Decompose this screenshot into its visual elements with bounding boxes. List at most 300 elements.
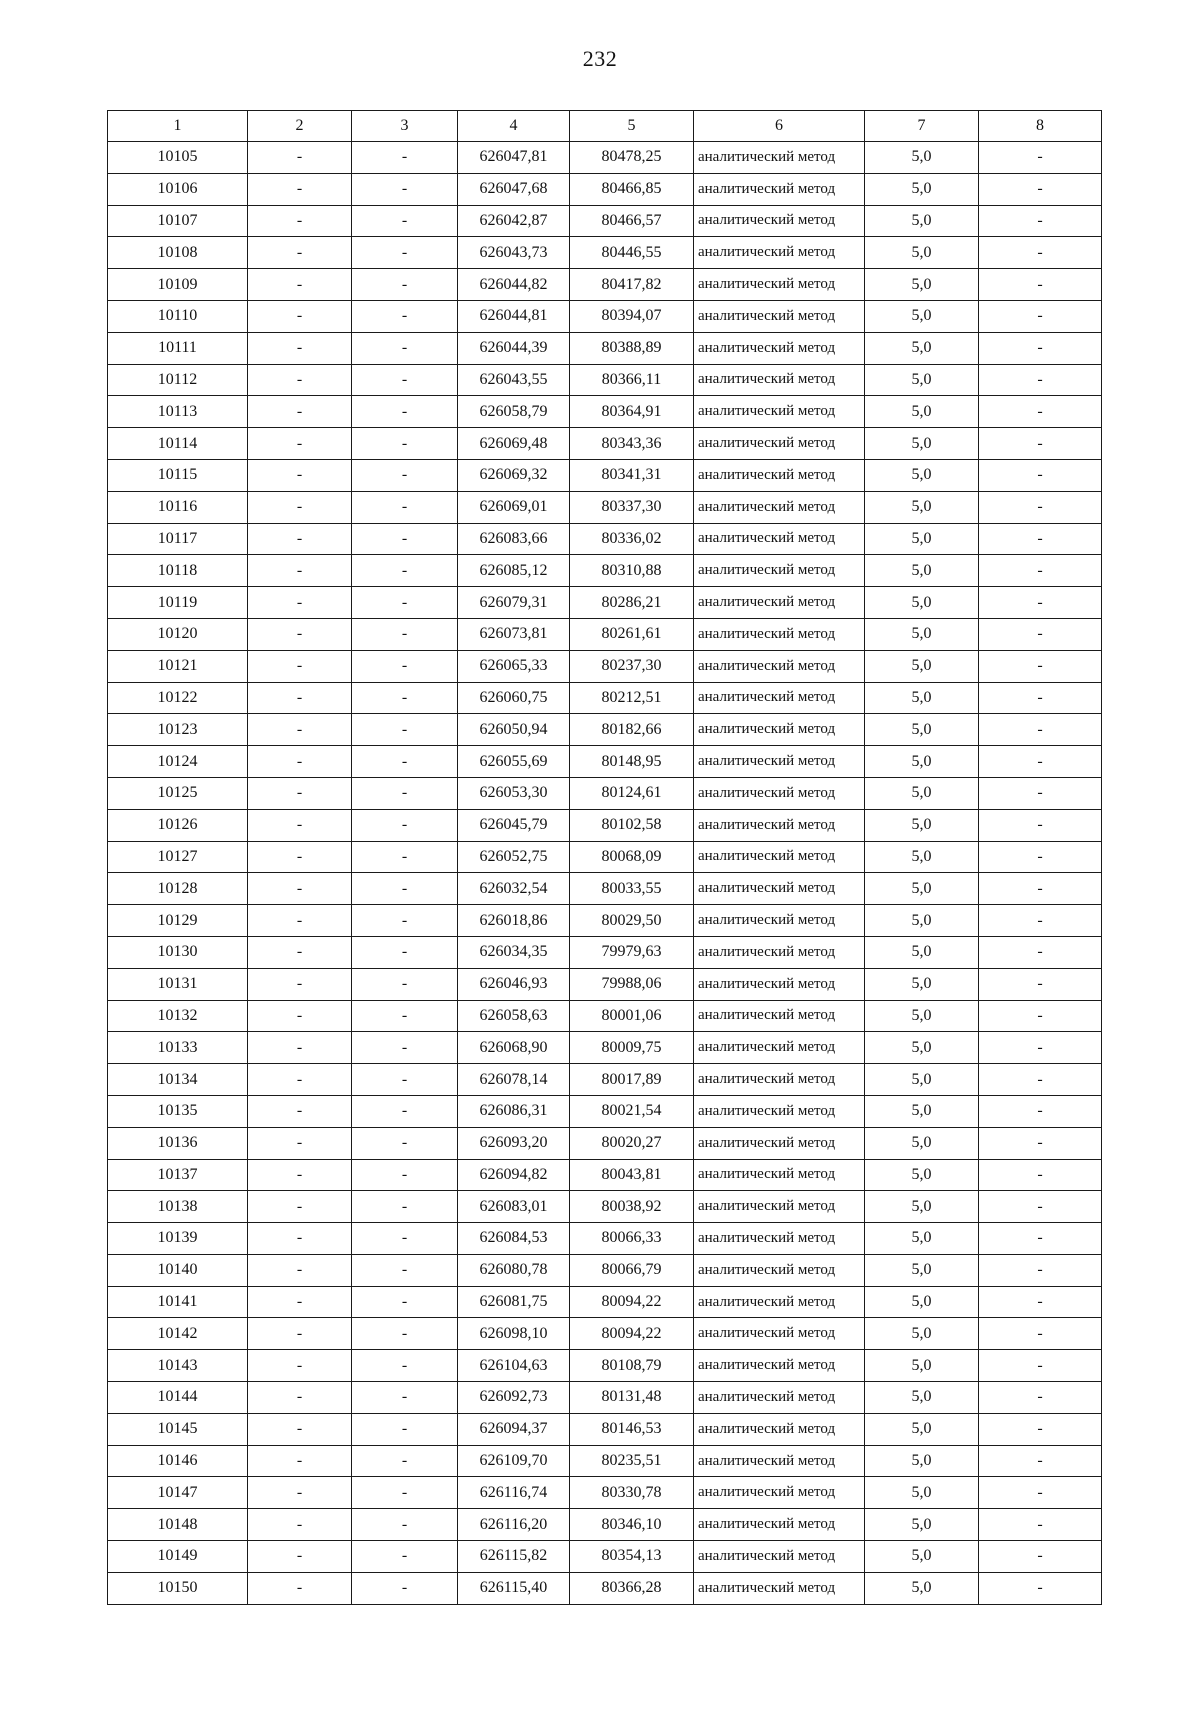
column-header: 1 [108,111,248,142]
accuracy-cell: 5,0 [865,205,979,237]
coordinate-x-cell: 626083,01 [458,1191,570,1223]
point-number-cell: 10123 [108,714,248,746]
point-number-cell: 10141 [108,1286,248,1318]
col-8-value-cell: - [979,650,1102,682]
point-number-cell: 10142 [108,1318,248,1350]
point-number-cell: 10115 [108,459,248,491]
table-row [108,1064,1102,1096]
col-2-value-cell: - [248,650,352,682]
point-number-cell: 10148 [108,1509,248,1541]
col-2-value-cell: - [248,968,352,1000]
accuracy-cell: 5,0 [865,1318,979,1350]
accuracy-cell: 5,0 [865,682,979,714]
point-number-cell: 10124 [108,746,248,778]
coordinate-y-cell: 80336,02 [570,523,694,555]
col-8-value-cell: - [979,555,1102,587]
col-2-value-cell: - [248,682,352,714]
point-number-cell: 10135 [108,1095,248,1127]
coordinate-y-cell: 80330,78 [570,1477,694,1509]
coordinate-y-cell: 80286,21 [570,587,694,619]
coordinate-y-cell: 80001,06 [570,1000,694,1032]
col-2-value-cell: - [248,746,352,778]
coordinate-x-cell: 626094,37 [458,1413,570,1445]
table-row [108,1350,1102,1382]
coordinate-x-cell: 626058,79 [458,396,570,428]
accuracy-cell: 5,0 [865,1572,979,1604]
table-row [108,841,1102,873]
coordinate-y-cell: 80343,36 [570,428,694,460]
coordinate-y-cell: 80346,10 [570,1509,694,1541]
coordinate-x-cell: 626085,12 [458,555,570,587]
col-3-value-cell: - [352,1095,458,1127]
col-2-value-cell: - [248,1095,352,1127]
col-3-value-cell: - [352,173,458,205]
col-3-value-cell: - [352,1318,458,1350]
coordinate-y-cell: 80094,22 [570,1286,694,1318]
coordinate-y-cell: 80131,48 [570,1382,694,1414]
table-row [108,142,1102,174]
coordinates-table [107,110,1102,1605]
coordinate-y-cell: 80146,53 [570,1413,694,1445]
coordinate-x-cell: 626034,35 [458,936,570,968]
method-cell: аналитический метод [694,1127,865,1159]
col-2-value-cell: - [248,428,352,460]
coordinate-x-cell: 626069,48 [458,428,570,460]
table-row [108,396,1102,428]
column-header: 5 [570,111,694,142]
coordinate-y-cell: 80043,81 [570,1159,694,1191]
table-row [108,1318,1102,1350]
col-8-value-cell: - [979,714,1102,746]
col-2-value-cell: - [248,269,352,301]
col-3-value-cell: - [352,269,458,301]
col-3-value-cell: - [352,1413,458,1445]
method-cell: аналитический метод [694,1000,865,1032]
method-cell: аналитический метод [694,1064,865,1096]
col-8-value-cell: - [979,491,1102,523]
coordinate-x-cell: 626092,73 [458,1382,570,1414]
col-2-value-cell: - [248,1477,352,1509]
point-number-cell: 10131 [108,968,248,1000]
table-row [108,1159,1102,1191]
method-cell: аналитический метод [694,905,865,937]
coordinate-x-cell: 626098,10 [458,1318,570,1350]
accuracy-cell: 5,0 [865,714,979,746]
coordinate-x-cell: 626069,32 [458,459,570,491]
col-3-value-cell: - [352,1000,458,1032]
column-header: 7 [865,111,979,142]
col-8-value-cell: - [979,205,1102,237]
col-3-value-cell: - [352,1350,458,1382]
col-2-value-cell: - [248,332,352,364]
col-2-value-cell: - [248,1413,352,1445]
col-2-value-cell: - [248,1382,352,1414]
col-2-value-cell: - [248,1509,352,1541]
point-number-cell: 10107 [108,205,248,237]
point-number-cell: 10138 [108,1191,248,1223]
accuracy-cell: 5,0 [865,1477,979,1509]
table-row [108,1191,1102,1223]
point-number-cell: 10119 [108,587,248,619]
col-3-value-cell: - [352,618,458,650]
col-3-value-cell: - [352,587,458,619]
coordinate-y-cell: 80020,27 [570,1127,694,1159]
table-row [108,936,1102,968]
col-8-value-cell: - [979,269,1102,301]
col-8-value-cell: - [979,905,1102,937]
method-cell: аналитический метод [694,555,865,587]
accuracy-cell: 5,0 [865,1032,979,1064]
method-cell: аналитический метод [694,1382,865,1414]
point-number-cell: 10105 [108,142,248,174]
accuracy-cell: 5,0 [865,300,979,332]
coordinate-y-cell: 80066,33 [570,1223,694,1255]
accuracy-cell: 5,0 [865,650,979,682]
col-2-value-cell: - [248,1191,352,1223]
method-cell: аналитический метод [694,1191,865,1223]
table-row [108,300,1102,332]
point-number-cell: 10109 [108,269,248,301]
col-8-value-cell: - [979,1572,1102,1604]
col-2-value-cell: - [248,1159,352,1191]
accuracy-cell: 5,0 [865,1095,979,1127]
method-cell: аналитический метод [694,682,865,714]
method-cell: аналитический метод [694,1350,865,1382]
point-number-cell: 10126 [108,809,248,841]
col-8-value-cell: - [979,682,1102,714]
coordinate-y-cell: 80466,57 [570,205,694,237]
point-number-cell: 10132 [108,1000,248,1032]
coordinate-x-cell: 626044,81 [458,300,570,332]
point-number-cell: 10117 [108,523,248,555]
method-cell: аналитический метод [694,714,865,746]
coordinate-x-cell: 626109,70 [458,1445,570,1477]
col-3-value-cell: - [352,205,458,237]
coordinate-y-cell: 80124,61 [570,777,694,809]
col-8-value-cell: - [979,1413,1102,1445]
col-2-value-cell: - [248,1572,352,1604]
table-row [108,491,1102,523]
column-header: 2 [248,111,352,142]
col-3-value-cell: - [352,459,458,491]
col-3-value-cell: - [352,682,458,714]
table-row [108,1413,1102,1445]
col-2-value-cell: - [248,587,352,619]
table-row [108,523,1102,555]
coordinate-y-cell: 80029,50 [570,905,694,937]
table-row [108,1509,1102,1541]
coordinate-y-cell: 80009,75 [570,1032,694,1064]
accuracy-cell: 5,0 [865,491,979,523]
accuracy-cell: 5,0 [865,523,979,555]
method-cell: аналитический метод [694,142,865,174]
col-3-value-cell: - [352,491,458,523]
col-3-value-cell: - [352,777,458,809]
coordinate-x-cell: 626073,81 [458,618,570,650]
col-3-value-cell: - [352,555,458,587]
coordinate-y-cell: 80212,51 [570,682,694,714]
coordinate-y-cell: 80478,25 [570,142,694,174]
coordinate-y-cell: 80033,55 [570,873,694,905]
col-3-value-cell: - [352,1159,458,1191]
coordinate-x-cell: 626079,31 [458,587,570,619]
col-2-value-cell: - [248,1286,352,1318]
col-3-value-cell: - [352,1445,458,1477]
coordinate-x-cell: 626115,82 [458,1541,570,1573]
table-row [108,1000,1102,1032]
col-2-value-cell: - [248,1127,352,1159]
accuracy-cell: 5,0 [865,905,979,937]
point-number-cell: 10136 [108,1127,248,1159]
point-number-cell: 10114 [108,428,248,460]
coordinate-y-cell: 80108,79 [570,1350,694,1382]
method-cell: аналитический метод [694,237,865,269]
col-3-value-cell: - [352,809,458,841]
method-cell: аналитический метод [694,1032,865,1064]
coordinate-y-cell: 80235,51 [570,1445,694,1477]
coordinate-x-cell: 626044,82 [458,269,570,301]
col-2-value-cell: - [248,142,352,174]
table-row [108,777,1102,809]
col-8-value-cell: - [979,873,1102,905]
table-row [108,714,1102,746]
col-3-value-cell: - [352,1477,458,1509]
method-cell: аналитический метод [694,873,865,905]
coordinate-y-cell: 80237,30 [570,650,694,682]
accuracy-cell: 5,0 [865,173,979,205]
table-row [108,1095,1102,1127]
method-cell: аналитический метод [694,1541,865,1573]
table-row [108,968,1102,1000]
table-row [108,1541,1102,1573]
method-cell: аналитический метод [694,1413,865,1445]
method-cell: аналитический метод [694,428,865,460]
accuracy-cell: 5,0 [865,237,979,269]
coordinate-x-cell: 626043,55 [458,364,570,396]
col-8-value-cell: - [979,1191,1102,1223]
col-2-value-cell: - [248,459,352,491]
col-3-value-cell: - [352,1032,458,1064]
table-row [108,1127,1102,1159]
col-8-value-cell: - [979,1223,1102,1255]
col-3-value-cell: - [352,1509,458,1541]
table-row [108,1477,1102,1509]
table-row [108,650,1102,682]
coordinate-x-cell: 626043,73 [458,237,570,269]
col-8-value-cell: - [979,1445,1102,1477]
method-cell: аналитический метод [694,1572,865,1604]
coordinate-x-cell: 626046,93 [458,968,570,1000]
accuracy-cell: 5,0 [865,1382,979,1414]
col-3-value-cell: - [352,1127,458,1159]
col-2-value-cell: - [248,905,352,937]
col-8-value-cell: - [979,332,1102,364]
method-cell: аналитический метод [694,809,865,841]
coordinate-y-cell: 80366,11 [570,364,694,396]
accuracy-cell: 5,0 [865,1509,979,1541]
table-row [108,1572,1102,1604]
coordinate-x-cell: 626032,54 [458,873,570,905]
coordinate-x-cell: 626058,63 [458,1000,570,1032]
coordinate-y-cell: 80388,89 [570,332,694,364]
col-8-value-cell: - [979,746,1102,778]
coordinate-x-cell: 626086,31 [458,1095,570,1127]
coordinate-y-cell: 79988,06 [570,968,694,1000]
col-3-value-cell: - [352,428,458,460]
col-2-value-cell: - [248,618,352,650]
point-number-cell: 10122 [108,682,248,714]
col-8-value-cell: - [979,1318,1102,1350]
method-cell: аналитический метод [694,650,865,682]
accuracy-cell: 5,0 [865,1541,979,1573]
col-8-value-cell: - [979,587,1102,619]
method-cell: аналитический метод [694,205,865,237]
coordinate-y-cell: 80102,58 [570,809,694,841]
column-header: 3 [352,111,458,142]
table-row [108,205,1102,237]
coordinate-y-cell: 80038,92 [570,1191,694,1223]
point-number-cell: 10130 [108,936,248,968]
accuracy-cell: 5,0 [865,555,979,587]
col-2-value-cell: - [248,1032,352,1064]
point-number-cell: 10147 [108,1477,248,1509]
point-number-cell: 10121 [108,650,248,682]
coordinate-x-cell: 626116,20 [458,1509,570,1541]
col-2-value-cell: - [248,873,352,905]
table-row [108,459,1102,491]
coordinate-x-cell: 626083,66 [458,523,570,555]
point-number-cell: 10128 [108,873,248,905]
col-3-value-cell: - [352,1191,458,1223]
col-8-value-cell: - [979,1127,1102,1159]
col-3-value-cell: - [352,714,458,746]
col-2-value-cell: - [248,1064,352,1096]
table-row [108,809,1102,841]
col-3-value-cell: - [352,1254,458,1286]
col-3-value-cell: - [352,873,458,905]
accuracy-cell: 5,0 [865,873,979,905]
col-2-value-cell: - [248,1541,352,1573]
col-8-value-cell: - [979,1477,1102,1509]
col-3-value-cell: - [352,1382,458,1414]
accuracy-cell: 5,0 [865,968,979,1000]
method-cell: аналитический метод [694,523,865,555]
coordinate-x-cell: 626052,75 [458,841,570,873]
method-cell: аналитический метод [694,1286,865,1318]
coordinate-y-cell: 80446,55 [570,237,694,269]
coordinate-x-cell: 626047,81 [458,142,570,174]
col-8-value-cell: - [979,936,1102,968]
coordinate-y-cell: 80466,85 [570,173,694,205]
col-8-value-cell: - [979,1382,1102,1414]
col-8-value-cell: - [979,237,1102,269]
table-row [108,746,1102,778]
col-8-value-cell: - [979,777,1102,809]
col-3-value-cell: - [352,523,458,555]
accuracy-cell: 5,0 [865,1413,979,1445]
table-row [108,1445,1102,1477]
col-3-value-cell: - [352,1223,458,1255]
coordinate-y-cell: 80094,22 [570,1318,694,1350]
page-number: 232 [582,46,618,71]
column-header: 8 [979,111,1102,142]
col-2-value-cell: - [248,809,352,841]
col-8-value-cell: - [979,841,1102,873]
col-3-value-cell: - [352,905,458,937]
col-2-value-cell: - [248,1223,352,1255]
col-8-value-cell: - [979,173,1102,205]
accuracy-cell: 5,0 [865,1191,979,1223]
table-row [108,682,1102,714]
coordinate-y-cell: 80261,61 [570,618,694,650]
col-3-value-cell: - [352,300,458,332]
method-cell: аналитический метод [694,173,865,205]
method-cell: аналитический метод [694,777,865,809]
coordinate-y-cell: 80021,54 [570,1095,694,1127]
coordinate-y-cell: 80354,13 [570,1541,694,1573]
method-cell: аналитический метод [694,300,865,332]
accuracy-cell: 5,0 [865,459,979,491]
col-3-value-cell: - [352,364,458,396]
col-8-value-cell: - [979,1095,1102,1127]
table-row [108,873,1102,905]
point-number-cell: 10145 [108,1413,248,1445]
table-row [108,587,1102,619]
col-2-value-cell: - [248,1254,352,1286]
point-number-cell: 10111 [108,332,248,364]
table-row [108,905,1102,937]
method-cell: аналитический метод [694,1159,865,1191]
col-2-value-cell: - [248,1445,352,1477]
coordinate-x-cell: 626047,68 [458,173,570,205]
col-2-value-cell: - [248,714,352,746]
col-2-value-cell: - [248,1350,352,1382]
accuracy-cell: 5,0 [865,936,979,968]
method-cell: аналитический метод [694,936,865,968]
col-8-value-cell: - [979,300,1102,332]
accuracy-cell: 5,0 [865,587,979,619]
accuracy-cell: 5,0 [865,841,979,873]
method-cell: аналитический метод [694,1223,865,1255]
method-cell: аналитический метод [694,1095,865,1127]
table-row [108,555,1102,587]
col-8-value-cell: - [979,1032,1102,1064]
table-row [108,1382,1102,1414]
col-8-value-cell: - [979,396,1102,428]
coordinate-x-cell: 626045,79 [458,809,570,841]
point-number-cell: 10118 [108,555,248,587]
point-number-cell: 10125 [108,777,248,809]
point-number-cell: 10113 [108,396,248,428]
coordinate-x-cell: 626055,69 [458,746,570,778]
col-2-value-cell: - [248,936,352,968]
coordinate-y-cell: 80066,79 [570,1254,694,1286]
coordinate-y-cell: 80366,28 [570,1572,694,1604]
coordinate-x-cell: 626078,14 [458,1064,570,1096]
table-row [108,237,1102,269]
accuracy-cell: 5,0 [865,269,979,301]
col-3-value-cell: - [352,936,458,968]
col-3-value-cell: - [352,332,458,364]
coordinate-x-cell: 626080,78 [458,1254,570,1286]
point-number-cell: 10144 [108,1382,248,1414]
coordinate-x-cell: 626044,39 [458,332,570,364]
method-cell: аналитический метод [694,587,865,619]
accuracy-cell: 5,0 [865,332,979,364]
coordinate-y-cell: 80417,82 [570,269,694,301]
coordinate-y-cell: 80148,95 [570,746,694,778]
method-cell: аналитический метод [694,1477,865,1509]
